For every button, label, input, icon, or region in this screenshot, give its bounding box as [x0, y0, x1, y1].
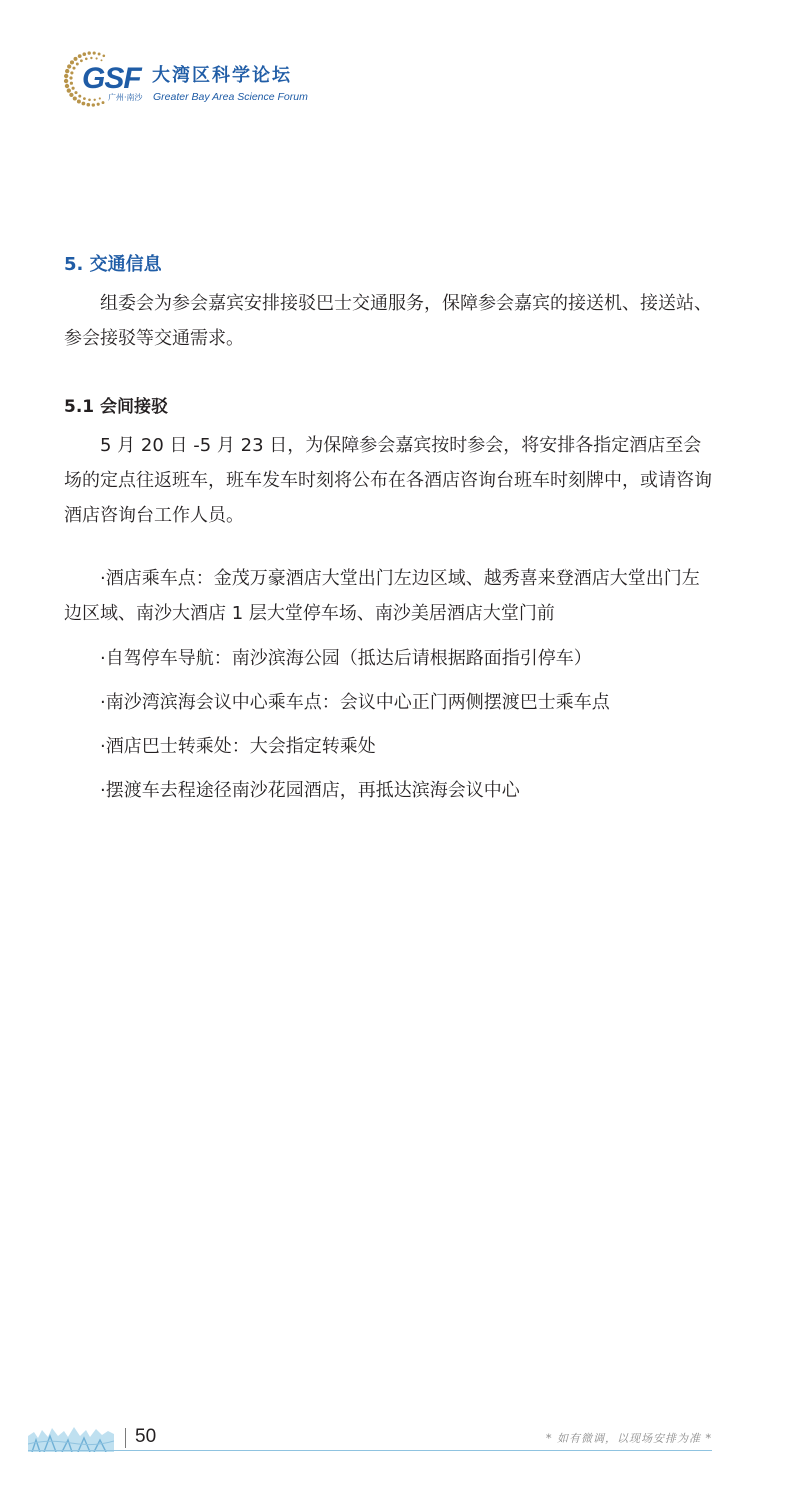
section-intro: 组委会为参会嘉宾安排接驳巴士交通服务，保障参会嘉宾的接送机、接送站、参会接驳等交通需求。 [64, 293, 712, 349]
forum-logo [62, 50, 332, 110]
logo-english-name: Greater Bay Area Science Forum [153, 91, 308, 103]
list-item: ·酒店乘车点：金茂万豪酒店大堂出门左边区域、越秀喜来登酒店大堂出门左边区域、南沙大酒店 1 层大堂停车场、南沙美居酒店大堂门前 [64, 568, 700, 624]
page-number: 50 [135, 1426, 157, 1447]
logo-chinese-name: 大湾区科学论坛 [152, 65, 292, 86]
logo-city-text: 广州·南沙 [108, 93, 143, 102]
section-title: 5. 交通信息 [64, 254, 162, 275]
footer-separator [125, 1428, 126, 1448]
list-item: ·自驾停车导航：南沙滨海公园（抵达后请根据路面指引停车） [100, 648, 592, 669]
logo-gsf-text: GSF [82, 62, 141, 95]
subsection-title: 5.1 会间接驳 [64, 397, 169, 417]
list-item: ·酒店巴士转乘处：大会指定转乘处 [100, 736, 376, 757]
footer-note: * 如有微调，以现场安排为准 * [546, 1432, 712, 1445]
list-item: ·南沙湾滨海会议中心乘车点：会议中心正门两侧摆渡巴士乘车点 [100, 692, 610, 713]
page-content [64, 252, 714, 808]
skyline-decoration-icon [28, 1422, 114, 1452]
pickup-list [64, 561, 714, 808]
footer-rule [28, 1450, 712, 1451]
list-item: ·摆渡车去程途径南沙花园酒店，再抵达滨海会议中心 [100, 780, 520, 801]
page-footer [0, 1420, 806, 1460]
subsection-body: 5 月 20 日 -5 月 23 日，为保障参会嘉宾按时参会，将安排各指定酒店至会场的定点往返班车，班车发车时刻将公布在各酒店咨询台班车时刻牌中，或请咨询酒店咨询台工作人员。 [64, 435, 712, 526]
